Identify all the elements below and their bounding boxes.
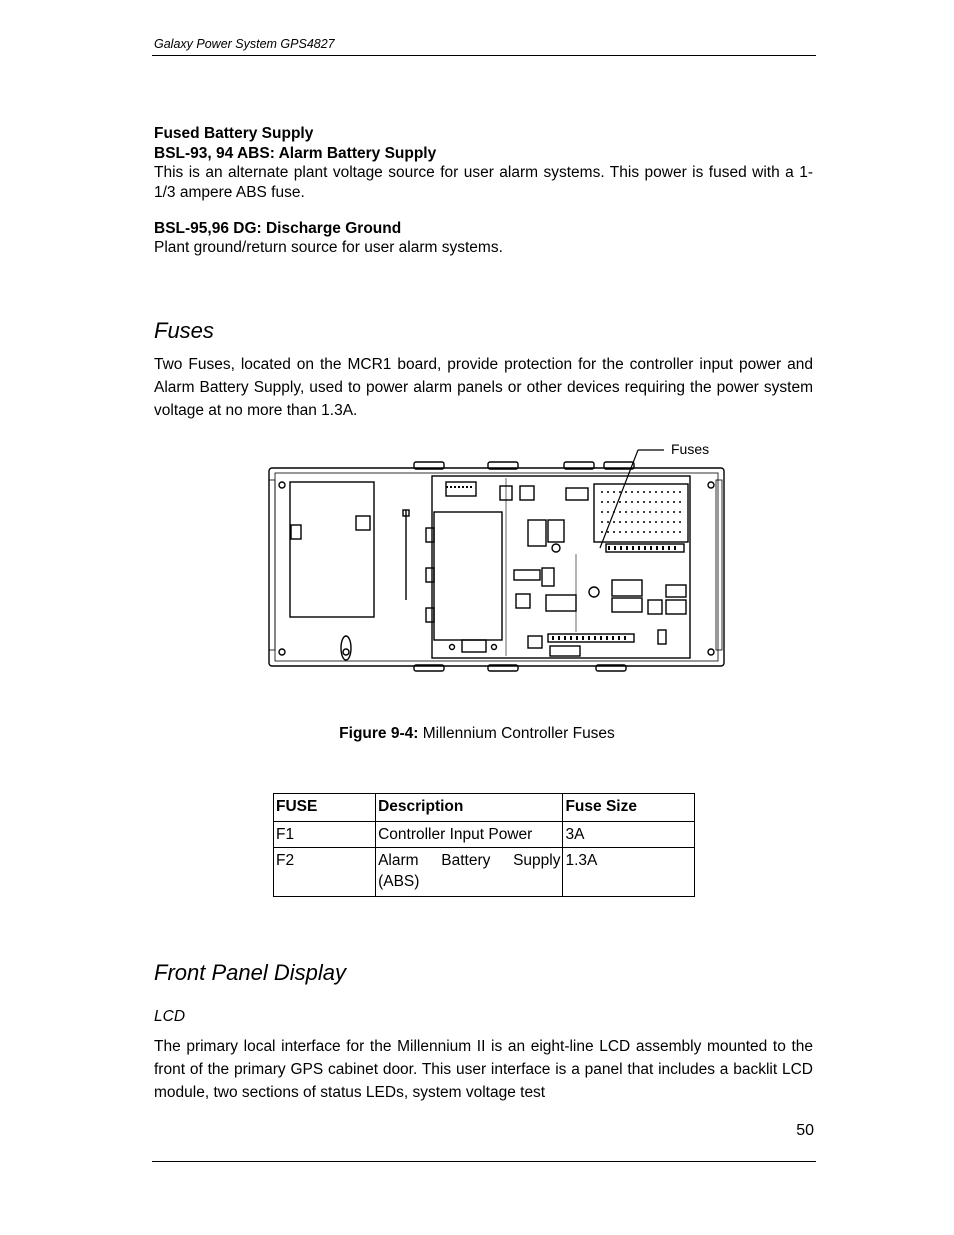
fuses-callout-leader [600, 450, 664, 548]
fuses-section-title: Fuses [154, 318, 214, 343]
header-description: Description [376, 794, 563, 822]
fuses-paragraph: Two Fuses, located on the MCR1 board, provide protection for the controller input power and Alarm Battery Supply, used to power alarm panels or other devices requiring the power system voltage at no more than 1.3A. [154, 356, 813, 419]
fuses-callout-label: Fuses [671, 441, 710, 457]
header-fuse: FUSE [274, 794, 376, 822]
cell-fuse: F2 [274, 848, 376, 897]
figure-caption-text: Millennium Controller Fuses [418, 725, 615, 742]
main-board [432, 476, 690, 658]
controller-board-figure [266, 440, 726, 672]
cell-description: Alarm Battery Supply (ABS) [376, 848, 563, 897]
table-header-row [274, 794, 695, 822]
footer-rule [152, 1161, 816, 1162]
fuse-table [273, 793, 695, 897]
running-header: Galaxy Power System GPS4827 [154, 37, 335, 51]
figure-caption [0, 725, 954, 743]
abs-heading: BSL-93, 94 ABS: Alarm Battery Supply [154, 145, 437, 162]
table-row [274, 848, 695, 897]
chassis-outline [269, 468, 724, 666]
cell-fuse-size: 3A [563, 822, 695, 848]
cell-fuse-size: 1.3A [563, 848, 695, 897]
dg-text: Plant ground/return source for user alarm systems. [154, 239, 503, 256]
figure-caption-label: Figure 9-4: [339, 725, 419, 742]
lcd-subheading: LCD [154, 1008, 186, 1025]
left-module [290, 482, 374, 617]
cell-description: Controller Input Power [376, 822, 563, 848]
abs-text: This is an alternate plant voltage source for user alarm systems. This power is fused with a 1-1/3 ampere ABS fuse. [154, 164, 813, 201]
table-row [274, 822, 695, 848]
connector-strip [548, 634, 634, 642]
dg-heading: BSL-95,96 DG: Discharge Ground [154, 220, 402, 237]
page-number: 50 [796, 1122, 814, 1139]
power-supply-block [434, 512, 502, 640]
header-rule [152, 55, 816, 56]
fused-battery-heading: Fused Battery Supply [154, 125, 314, 142]
cell-fuse: F1 [274, 822, 376, 848]
header-fuse-size: Fuse Size [563, 794, 695, 822]
front-panel-paragraph: The primary local interface for the Millennium II is an eight-line LCD assembly mounted to the front of the primary GPS cabinet door. This user interface is a panel that includes a backlit LCD module, two sections of status LEDs, system voltage test [154, 1038, 813, 1101]
front-panel-section-title: Front Panel Display [154, 960, 346, 985]
